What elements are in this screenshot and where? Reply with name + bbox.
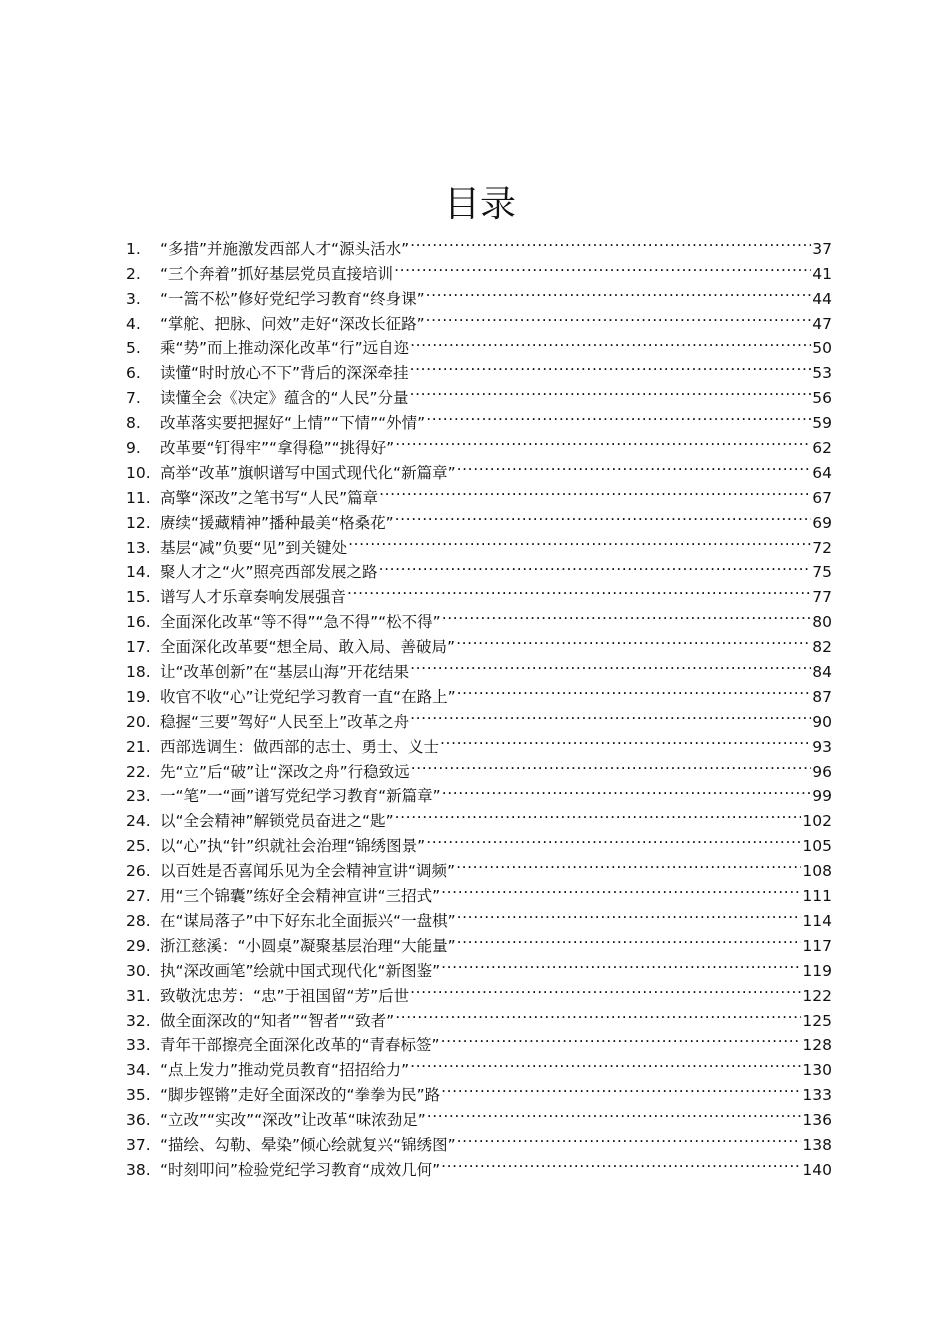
toc-entry-page-number: 125 [802, 1011, 832, 1030]
toc-entry-number: 18. [126, 663, 151, 682]
toc-entry-title: 执“深改画笔”绘就中国式现代化“新图鉴” [160, 961, 441, 980]
toc-dot-leader [426, 304, 812, 329]
toc-dot-leader [457, 453, 812, 478]
toc-entry-number: 1. [126, 239, 141, 258]
toc-entry-title: 做全面深改的“知者”“智者”“致者” [160, 1011, 395, 1030]
toc-entry-title: “时刻叩问”检验党纪学习教育“成效几何” [160, 1160, 441, 1179]
toc-entry-title: “一篙不松”修好党纪学习教育“终身课” [160, 289, 425, 308]
toc-entry-title: 青年干部擦亮全面深化改革的“青春标签” [160, 1036, 440, 1055]
toc-entry-page-number: 37 [812, 239, 832, 258]
toc-entry-title: 先“立”后“破”让“深改之舟”行稳致远 [160, 762, 410, 781]
toc-entry-number: 10. [126, 463, 151, 482]
toc-entry-page-number: 80 [812, 613, 832, 632]
toc-entry-number: 9. [126, 439, 141, 458]
toc-entry-page-number: 122 [802, 986, 832, 1005]
toc-entry-number: 21. [126, 737, 151, 756]
toc-entry-title: 稳握“三要”驾好“人民至上”改革之舟 [160, 712, 410, 731]
toc-dot-leader [441, 1075, 801, 1100]
toc-entry-title: 全面深化改革要“想全局、敢入局、善破局” [160, 638, 456, 657]
toc-entry-number: 36. [126, 1111, 151, 1130]
toc-entry-page-number: 87 [812, 687, 832, 706]
toc-dot-leader [394, 254, 811, 279]
toc-entry-title: 西部选调生：做西部的志士、勇士、义士 [160, 737, 440, 756]
toc-title: 目录 [443, 184, 516, 225]
toc-entry-number: 35. [126, 1086, 151, 1105]
toc-entry-page-number: 117 [802, 936, 832, 955]
toc-entry-title: “描绘、勾勒、晕染”倾心绘就复兴“锦绣图” [160, 1135, 456, 1154]
toc-list [126, 229, 832, 1179]
toc-dot-leader [441, 1150, 801, 1175]
toc-entry-page-number: 82 [812, 638, 832, 657]
toc-entry-number: 25. [126, 837, 151, 856]
toc-entry-title: “多措”并施激发西部人才“源头活水” [160, 239, 410, 258]
toc-entry-title: 高举“改革”旗帜谱写中国式现代化“新篇章” [160, 463, 456, 482]
toc-entry-number: 34. [126, 1061, 151, 1080]
toc-entry-title: 改革要“钉得牢”“拿得稳”“挑得好” [160, 439, 395, 458]
toc-entry-page-number: 105 [802, 837, 832, 856]
toc-dot-leader [395, 428, 811, 453]
toc-entry-page-number: 119 [802, 961, 832, 980]
toc-entry-number: 22. [126, 762, 151, 781]
toc-entry-title: “掌舵、把脉、问效”走好“深改长征路” [160, 314, 425, 333]
toc-entry-page-number: 108 [802, 862, 832, 881]
toc-dot-leader [456, 851, 801, 876]
toc-entry-page-number: 77 [812, 588, 832, 607]
toc-entry-page-number: 140 [802, 1160, 832, 1179]
toc-entry-number: 7. [126, 389, 141, 408]
toc-entry-number: 13. [126, 538, 151, 557]
toc-entry-number: 8. [126, 414, 141, 433]
toc-dot-leader [410, 702, 811, 727]
toc-dot-leader [426, 279, 812, 304]
toc-dot-leader [410, 1050, 801, 1075]
toc-entry-title: 致敬沈忠芳：“忠”于祖国留“芳”后世 [160, 986, 410, 1005]
toc-entry-page-number: 69 [812, 513, 832, 532]
toc-dot-leader [395, 801, 802, 826]
toc-entry-page-number: 138 [802, 1135, 832, 1154]
toc-dot-leader [411, 752, 812, 777]
toc-entry-title: 全面深化改革“等不得”“急不得”“松不得” [160, 613, 441, 632]
toc-entry-page-number: 47 [812, 314, 832, 333]
toc-dot-leader [427, 1100, 802, 1125]
toc-entry-page-number: 53 [812, 364, 832, 383]
toc-entry-number: 2. [126, 264, 141, 283]
toc-entry-title: 基层“减”负要“见”到关键处 [160, 538, 348, 557]
toc-entry-number: 28. [126, 911, 151, 930]
toc-entry-title: 乘“势”而上推动深化改革“行”远自迩 [160, 339, 410, 358]
toc-entry-title: 改革落实要把握好“上情”“下情”“外情” [160, 414, 426, 433]
toc-dot-leader [441, 876, 801, 901]
toc-entry-page-number: 111 [802, 887, 832, 906]
toc-entry-number: 17. [126, 638, 151, 657]
toc-dot-leader [457, 901, 802, 926]
toc-entry-title: 读懂全会《决定》蕴含的“人民”分量 [160, 389, 409, 408]
toc-entry-number: 32. [126, 1011, 151, 1030]
toc-entry-title: 收官不收“心”让党纪学习教育一直“在路上” [160, 687, 456, 706]
toc-entry-page-number: 72 [812, 538, 832, 557]
toc-entry-number: 38. [126, 1160, 151, 1179]
toc-dot-leader [456, 627, 811, 652]
toc-dot-leader [410, 976, 801, 1001]
toc-entry-title: 高擎“深改”之笔书写“人民”篇章 [160, 488, 379, 507]
toc-entry-page-number: 102 [802, 812, 832, 831]
toc-entry-page-number: 130 [802, 1061, 832, 1080]
toc-entry-number: 3. [126, 289, 141, 308]
toc-entry-number: 31. [126, 986, 151, 1005]
toc-entry-number: 29. [126, 936, 151, 955]
toc-dot-leader [395, 503, 812, 528]
toc-entry-page-number: 67 [812, 488, 832, 507]
toc-entry-title: 赓续“援藏精神”播种最美“格桑花” [160, 513, 394, 532]
toc-entry-number: 23. [126, 787, 151, 806]
toc-dot-leader [440, 727, 811, 752]
toc-entry-title: 谱写人才乐章奏响发展强音 [160, 588, 347, 607]
toc-dot-leader [410, 229, 811, 254]
toc-entry-title: 用“三个锦囊”练好全会精神宣讲“三招式” [160, 887, 441, 906]
toc-dot-leader [442, 777, 812, 802]
toc-dot-leader [426, 826, 801, 851]
toc-entry-number: 16. [126, 613, 151, 632]
toc-entry-title: 以“全会精神”解锁党员奋进之“匙” [160, 812, 394, 831]
toc-dot-leader [410, 353, 812, 378]
toc-dot-leader [426, 403, 811, 428]
toc-entry-title: 浙江慈溪：“小圆桌”凝聚基层治理“大能量” [160, 936, 456, 955]
toc-dot-leader [348, 528, 811, 553]
toc-entry-number: 11. [126, 488, 151, 507]
toc-entry-title: “点上发力”推动党员教育“招招给力” [160, 1061, 410, 1080]
toc-entry-title: “三个奔着”抓好基层党员直接培训 [160, 264, 394, 283]
toc-entry-title: 让“改革创新”在“基层山海”开花结果 [160, 663, 410, 682]
toc-entry-title: 以“心”执“针”织就社会治理“锦绣图景” [160, 837, 426, 856]
toc-entry-page-number: 114 [802, 911, 832, 930]
toc-dot-leader [457, 1125, 802, 1150]
toc-entry-title: “脚步铿锵”走好全面深改的“拳拳为民”路 [160, 1086, 441, 1105]
toc-entry-number: 12. [126, 513, 151, 532]
toc-dot-leader [442, 602, 812, 627]
toc-entry-number: 6. [126, 364, 141, 383]
toc-entry-page-number: 128 [802, 1036, 832, 1055]
toc-entry[interactable] [126, 229, 832, 258]
toc-entry-number: 30. [126, 961, 151, 980]
toc-entry-number: 27. [126, 887, 151, 906]
toc-entry-page-number: 41 [812, 264, 832, 283]
toc-entry-number: 20. [126, 712, 151, 731]
toc-entry-page-number: 56 [812, 389, 832, 408]
toc-entry-page-number: 96 [812, 762, 832, 781]
toc-entry-number: 24. [126, 812, 151, 831]
toc-entry-title: 一“笔”一“画”谱写党纪学习教育“新篇章” [160, 787, 441, 806]
toc-dot-leader [441, 1026, 802, 1051]
toc-dot-leader [347, 577, 811, 602]
toc-entry-page-number: 50 [812, 339, 832, 358]
toc-entry-page-number: 64 [812, 463, 832, 482]
toc-dot-leader [379, 478, 811, 503]
toc-entry-number: 14. [126, 563, 151, 582]
toc-entry-page-number: 99 [812, 787, 832, 806]
toc-entry-title: 读懂“时时放心不下”背后的深深牵挂 [160, 364, 409, 383]
toc-entry-title: 在“谋局落子”中下好东北全面振兴“一盘棋” [160, 911, 456, 930]
toc-dot-leader [410, 329, 811, 354]
toc-entry-page-number: 90 [812, 712, 832, 731]
toc-entry-page-number: 93 [812, 737, 832, 756]
toc-entry-number: 26. [126, 862, 151, 881]
toc-dot-leader [457, 926, 802, 951]
toc-entry-page-number: 136 [802, 1111, 832, 1130]
toc-dot-leader [457, 677, 812, 702]
toc-dot-leader [410, 652, 811, 677]
toc-entry-number: 19. [126, 687, 151, 706]
toc-dot-leader [379, 553, 812, 578]
toc-entry-page-number: 133 [802, 1086, 832, 1105]
toc-entry-title: “立改”“实改”“深改”让改革“味浓劲足” [160, 1111, 426, 1130]
toc-entry-number: 37. [126, 1135, 151, 1154]
toc-entry-page-number: 59 [812, 414, 832, 433]
toc-entry-page-number: 62 [812, 439, 832, 458]
toc-entry-number: 15. [126, 588, 151, 607]
toc-dot-leader [410, 378, 812, 403]
toc-entry-number: 4. [126, 314, 141, 333]
toc-entry-number: 33. [126, 1036, 151, 1055]
toc-entry-page-number: 75 [812, 563, 832, 582]
toc-entry-title: 以百姓是否喜闻乐见为全会精神宣讲“调频” [160, 862, 456, 881]
toc-entry-number: 5. [126, 339, 141, 358]
toc-entry-title: 聚人才之“火”照亮西部发展之路 [160, 563, 378, 582]
toc-entry-page-number: 44 [812, 289, 832, 308]
toc-dot-leader [395, 1001, 801, 1026]
toc-entry-page-number: 84 [812, 663, 832, 682]
toc-dot-leader [441, 951, 801, 976]
